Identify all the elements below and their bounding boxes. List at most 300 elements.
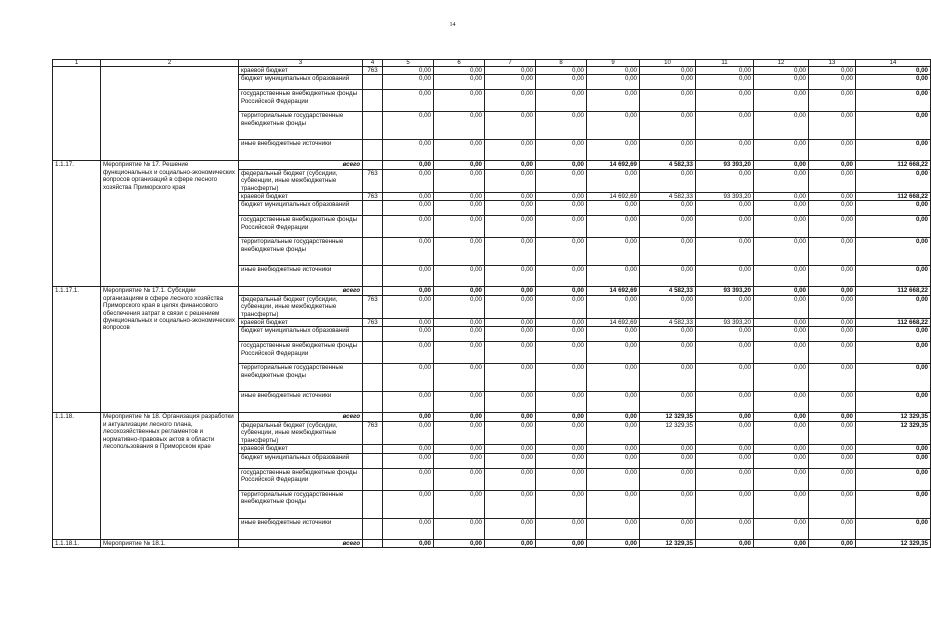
value-cell-col-8: 0,00 [536,490,587,518]
value-cell-col-13: 0,00 [809,193,856,201]
value-cell-col-7: 0,00 [485,238,536,266]
value-cell-col-5: 0,00 [383,169,434,192]
value-cell-col-14: 0,00 [856,445,931,453]
value-cell-col-13: 0,00 [809,201,856,216]
value-cell-col-5: 0,00 [383,238,434,266]
value-cell-col-11: 0,00 [696,295,754,318]
measure-title: Мероприятие № 18.1. [101,539,239,547]
value-cell-col-11: 0,00 [696,453,754,468]
value-cell-col-7: 0,00 [485,75,536,90]
value-cell-col-14: 0,00 [856,112,931,140]
value-cell-col-9: 0,00 [587,413,640,421]
value-cell-col-12: 0,00 [754,327,809,342]
value-cell-col-7: 0,00 [485,161,536,169]
value-cell-col-12: 0,00 [754,421,809,444]
value-cell-col-10: 0,00 [640,216,696,238]
value-cell-col-8: 0,00 [536,238,587,266]
value-cell-col-6: 0,00 [434,75,485,90]
value-cell-col-5: 0,00 [383,161,434,169]
value-cell-col-6: 0,00 [434,90,485,112]
value-cell-col-14: 0,00 [856,468,931,490]
measure-title: Мероприятие № 18. Организация разработки и актуализации лесного плана, лесохозяйственных регламентов и нормативно-правовых актов в области лесопользования в Приморском крае [101,413,239,539]
value-cell-col-9: 0,00 [587,216,640,238]
value-cell-col-12: 0,00 [754,238,809,266]
funding-source-label: государственные внебюджетные фонды Российской Федерации [239,216,363,238]
value-cell-col-5: 0,00 [383,112,434,140]
value-cell-col-8: 0,00 [536,468,587,490]
column-number-1: 1 [53,60,101,67]
kbk-code [363,445,383,453]
funding-source-label: краевой бюджет [239,445,363,453]
value-cell-col-11: 0,00 [696,342,754,364]
column-number-8: 8 [536,60,587,67]
funding-source-label: всего [239,287,363,295]
value-cell-col-6: 0,00 [434,295,485,318]
budget-table [52,59,931,548]
value-cell-col-10: 0,00 [640,75,696,90]
value-cell-col-5: 0,00 [383,421,434,444]
value-cell-col-6: 0,00 [434,169,485,192]
value-cell-col-7: 0,00 [485,327,536,342]
value-cell-col-8: 0,00 [536,193,587,201]
value-cell-col-11: 0,00 [696,468,754,490]
column-number-12: 12 [754,60,809,67]
value-cell-col-7: 0,00 [485,287,536,295]
funding-source-label: государственные внебюджетные фонды Российской Федерации [239,90,363,112]
value-cell-col-11: 93 393,20 [696,287,754,295]
kbk-code: 763 [363,421,383,444]
value-cell-col-7: 0,00 [485,90,536,112]
column-number-2: 2 [101,60,239,67]
value-cell-col-7: 0,00 [485,413,536,421]
value-cell-col-9: 0,00 [587,295,640,318]
value-cell-col-5: 0,00 [383,468,434,490]
value-cell-col-12: 0,00 [754,539,809,547]
value-cell-col-13: 0,00 [809,112,856,140]
value-cell-col-13: 0,00 [809,140,856,161]
value-cell-col-8: 0,00 [536,453,587,468]
value-cell-col-8: 0,00 [536,161,587,169]
value-cell-col-7: 0,00 [485,216,536,238]
value-cell-col-13: 0,00 [809,238,856,266]
funding-source-label: всего [239,413,363,421]
table-row [53,161,931,169]
value-cell-col-6: 0,00 [434,421,485,444]
value-cell-col-5: 0,00 [383,518,434,539]
value-cell-col-10: 0,00 [640,295,696,318]
value-cell-col-8: 0,00 [536,295,587,318]
measure-code: 1.1.17.1. [53,287,101,413]
value-cell-col-12: 0,00 [754,169,809,192]
value-cell-col-13: 0,00 [809,413,856,421]
value-cell-col-7: 0,00 [485,518,536,539]
value-cell-col-11: 0,00 [696,413,754,421]
value-cell-col-6: 0,00 [434,319,485,327]
value-cell-col-12: 0,00 [754,216,809,238]
funding-source-label: иные внебюджетные источники [239,140,363,161]
value-cell-col-7: 0,00 [485,67,536,75]
value-cell-col-12: 0,00 [754,445,809,453]
funding-source-label: территориальные государственные внебюджетные фонды [239,112,363,140]
column-number-14: 14 [856,60,931,67]
value-cell-col-8: 0,00 [536,413,587,421]
value-cell-col-9: 0,00 [587,140,640,161]
value-cell-col-5: 0,00 [383,413,434,421]
value-cell-col-9: 0,00 [587,112,640,140]
value-cell-col-12: 0,00 [754,161,809,169]
value-cell-col-5: 0,00 [383,392,434,413]
value-cell-col-8: 0,00 [536,518,587,539]
funding-source-label: федеральный бюджет (субсидии, субвенции, иные межбюджетные трансферты) [239,295,363,318]
value-cell-col-5: 0,00 [383,364,434,392]
value-cell-col-12: 0,00 [754,392,809,413]
value-cell-col-11: 0,00 [696,490,754,518]
value-cell-col-7: 0,00 [485,295,536,318]
value-cell-col-12: 0,00 [754,266,809,287]
value-cell-col-14: 0,00 [856,453,931,468]
value-cell-col-8: 0,00 [536,342,587,364]
kbk-code: 763 [363,319,383,327]
value-cell-col-6: 0,00 [434,112,485,140]
funding-source-label: иные внебюджетные источники [239,266,363,287]
value-cell-col-5: 0,00 [383,67,434,75]
value-cell-col-13: 0,00 [809,392,856,413]
column-number-4: 4 [363,60,383,67]
value-cell-col-13: 0,00 [809,90,856,112]
value-cell-col-7: 0,00 [485,453,536,468]
value-cell-col-5: 0,00 [383,201,434,216]
value-cell-col-8: 0,00 [536,327,587,342]
value-cell-col-5: 0,00 [383,295,434,318]
measure-title [101,67,239,161]
funding-source-label: краевой бюджет [239,67,363,75]
value-cell-col-14: 0,00 [856,169,931,192]
column-number-3: 3 [239,60,363,67]
value-cell-col-11: 0,00 [696,201,754,216]
value-cell-col-6: 0,00 [434,490,485,518]
value-cell-col-10: 0,00 [640,169,696,192]
value-cell-col-10: 0,00 [640,518,696,539]
kbk-code [363,327,383,342]
value-cell-col-13: 0,00 [809,67,856,75]
value-cell-col-8: 0,00 [536,364,587,392]
kbk-code [363,490,383,518]
value-cell-col-5: 0,00 [383,319,434,327]
value-cell-col-10: 0,00 [640,364,696,392]
value-cell-col-8: 0,00 [536,201,587,216]
value-cell-col-10: 0,00 [640,327,696,342]
value-cell-col-14: 0,00 [856,490,931,518]
value-cell-col-6: 0,00 [434,201,485,216]
value-cell-col-5: 0,00 [383,193,434,201]
value-cell-col-9: 0,00 [587,169,640,192]
value-cell-col-8: 0,00 [536,445,587,453]
value-cell-col-10: 0,00 [640,112,696,140]
measure-title: Мероприятие № 17.1. Субсидии организациям в сфере лесного хозяйства Приморского края в целях финансового обеспечения затрат в связи с решением функциональных и социально-экономических вопросов [101,287,239,413]
funding-source-label: государственные внебюджетные фонды Российской Федерации [239,468,363,490]
column-number-13: 13 [809,60,856,67]
kbk-code [363,90,383,112]
value-cell-col-10: 12 329,35 [640,413,696,421]
value-cell-col-6: 0,00 [434,392,485,413]
kbk-code [363,392,383,413]
value-cell-col-13: 0,00 [809,490,856,518]
measure-title: Мероприятие № 17. Решение функциональных и социально-экономических вопросов организаций в сфере лесного хозяйства Приморского края [101,161,239,287]
value-cell-col-6: 0,00 [434,266,485,287]
measure-code [53,67,101,161]
value-cell-col-5: 0,00 [383,342,434,364]
funding-source-label: территориальные государственные внебюджетные фонды [239,238,363,266]
value-cell-col-9: 0,00 [587,342,640,364]
value-cell-col-8: 0,00 [536,90,587,112]
value-cell-col-9: 14 692,69 [587,287,640,295]
value-cell-col-13: 0,00 [809,539,856,547]
value-cell-col-5: 0,00 [383,90,434,112]
value-cell-col-9: 0,00 [587,421,640,444]
value-cell-col-9: 0,00 [587,468,640,490]
value-cell-col-9: 14 692,69 [587,193,640,201]
value-cell-col-10: 4 582,33 [640,287,696,295]
value-cell-col-6: 0,00 [434,518,485,539]
kbk-code [363,266,383,287]
value-cell-col-9: 0,00 [587,364,640,392]
value-cell-col-11: 0,00 [696,112,754,140]
value-cell-col-14: 0,00 [856,364,931,392]
value-cell-col-6: 0,00 [434,216,485,238]
value-cell-col-5: 0,00 [383,140,434,161]
value-cell-col-11: 0,00 [696,445,754,453]
kbk-code: 763 [363,67,383,75]
value-cell-col-7: 0,00 [485,112,536,140]
table-row [53,67,931,75]
value-cell-col-6: 0,00 [434,445,485,453]
value-cell-col-9: 0,00 [587,539,640,547]
value-cell-col-8: 0,00 [536,67,587,75]
value-cell-col-12: 0,00 [754,75,809,90]
value-cell-col-8: 0,00 [536,169,587,192]
value-cell-col-11: 0,00 [696,75,754,90]
value-cell-col-10: 0,00 [640,445,696,453]
value-cell-col-12: 0,00 [754,342,809,364]
value-cell-col-11: 0,00 [696,216,754,238]
value-cell-col-9: 0,00 [587,392,640,413]
value-cell-col-5: 0,00 [383,216,434,238]
value-cell-col-9: 0,00 [587,518,640,539]
value-cell-col-7: 0,00 [485,201,536,216]
value-cell-col-10: 0,00 [640,140,696,161]
funding-source-label: краевой бюджет [239,319,363,327]
value-cell-col-13: 0,00 [809,421,856,444]
kbk-code [363,75,383,90]
value-cell-col-6: 0,00 [434,364,485,392]
value-cell-col-10: 0,00 [640,490,696,518]
value-cell-col-13: 0,00 [809,287,856,295]
value-cell-col-12: 0,00 [754,295,809,318]
kbk-code [363,539,383,547]
value-cell-col-6: 0,00 [434,287,485,295]
value-cell-col-11: 0,00 [696,421,754,444]
funding-source-label: иные внебюджетные источники [239,518,363,539]
value-cell-col-12: 0,00 [754,490,809,518]
kbk-code [363,468,383,490]
column-number-11: 11 [696,60,754,67]
value-cell-col-10: 0,00 [640,266,696,287]
value-cell-col-8: 0,00 [536,112,587,140]
value-cell-col-6: 0,00 [434,140,485,161]
value-cell-col-11: 0,00 [696,392,754,413]
value-cell-col-12: 0,00 [754,364,809,392]
funding-source-label: бюджет муниципальных образований [239,453,363,468]
value-cell-col-9: 0,00 [587,266,640,287]
value-cell-col-7: 0,00 [485,169,536,192]
value-cell-col-6: 0,00 [434,193,485,201]
kbk-code [363,238,383,266]
value-cell-col-12: 0,00 [754,453,809,468]
value-cell-col-14: 0,00 [856,266,931,287]
funding-source-label: бюджет муниципальных образований [239,201,363,216]
kbk-code [363,413,383,421]
table-row [53,539,931,547]
value-cell-col-6: 0,00 [434,468,485,490]
value-cell-col-7: 0,00 [485,266,536,287]
value-cell-col-14: 0,00 [856,201,931,216]
value-cell-col-7: 0,00 [485,445,536,453]
column-number-9: 9 [587,60,640,67]
value-cell-col-12: 0,00 [754,413,809,421]
value-cell-col-7: 0,00 [485,140,536,161]
value-cell-col-12: 0,00 [754,518,809,539]
value-cell-col-10: 0,00 [640,67,696,75]
funding-source-label: бюджет муниципальных образований [239,75,363,90]
budget-table-body [53,60,931,548]
value-cell-col-8: 0,00 [536,319,587,327]
value-cell-col-7: 0,00 [485,468,536,490]
value-cell-col-12: 0,00 [754,319,809,327]
value-cell-col-13: 0,00 [809,327,856,342]
measure-code: 1.1.18. [53,413,101,539]
page-number: 14 [449,22,456,28]
column-number-row [53,60,931,67]
value-cell-col-14: 0,00 [856,518,931,539]
value-cell-col-10: 0,00 [640,392,696,413]
value-cell-col-13: 0,00 [809,266,856,287]
column-number-6: 6 [434,60,485,67]
value-cell-col-6: 0,00 [434,413,485,421]
value-cell-col-14: 12 329,35 [856,539,931,547]
value-cell-col-13: 0,00 [809,161,856,169]
value-cell-col-14: 0,00 [856,238,931,266]
value-cell-col-12: 0,00 [754,90,809,112]
kbk-code [363,518,383,539]
value-cell-col-13: 0,00 [809,169,856,192]
value-cell-col-9: 0,00 [587,238,640,266]
value-cell-col-10: 12 329,35 [640,539,696,547]
funding-source-label: всего [239,539,363,547]
value-cell-col-13: 0,00 [809,319,856,327]
value-cell-col-6: 0,00 [434,453,485,468]
value-cell-col-14: 0,00 [856,295,931,318]
column-number-7: 7 [485,60,536,67]
funding-source-label: краевой бюджет [239,193,363,201]
value-cell-col-13: 0,00 [809,468,856,490]
value-cell-col-14: 112 668,22 [856,287,931,295]
value-cell-col-12: 0,00 [754,287,809,295]
value-cell-col-14: 112 668,22 [856,319,931,327]
value-cell-col-11: 0,00 [696,169,754,192]
value-cell-col-8: 0,00 [536,421,587,444]
value-cell-col-6: 0,00 [434,342,485,364]
value-cell-col-9: 0,00 [587,327,640,342]
kbk-code [363,364,383,392]
value-cell-col-13: 0,00 [809,295,856,318]
value-cell-col-14: 0,00 [856,342,931,364]
value-cell-col-7: 0,00 [485,364,536,392]
column-number-10: 10 [640,60,696,67]
value-cell-col-9: 0,00 [587,90,640,112]
value-cell-col-5: 0,00 [383,266,434,287]
value-cell-col-10: 12 329,35 [640,421,696,444]
value-cell-col-9: 0,00 [587,67,640,75]
value-cell-col-10: 0,00 [640,453,696,468]
value-cell-col-8: 0,00 [536,75,587,90]
value-cell-col-6: 0,00 [434,327,485,342]
value-cell-col-12: 0,00 [754,112,809,140]
kbk-code [363,342,383,364]
measure-code: 1.1.18.1. [53,539,101,547]
value-cell-col-9: 0,00 [587,453,640,468]
value-cell-col-13: 0,00 [809,445,856,453]
value-cell-col-10: 0,00 [640,342,696,364]
value-cell-col-5: 0,00 [383,490,434,518]
value-cell-col-10: 4 582,33 [640,161,696,169]
kbk-code [363,140,383,161]
kbk-code [363,216,383,238]
value-cell-col-11: 0,00 [696,238,754,266]
value-cell-col-7: 0,00 [485,490,536,518]
column-number-5: 5 [383,60,434,67]
value-cell-col-13: 0,00 [809,364,856,392]
value-cell-col-12: 0,00 [754,468,809,490]
value-cell-col-12: 0,00 [754,140,809,161]
value-cell-col-14: 12 329,35 [856,413,931,421]
value-cell-col-6: 0,00 [434,238,485,266]
value-cell-col-10: 0,00 [640,201,696,216]
value-cell-col-9: 0,00 [587,75,640,90]
value-cell-col-14: 0,00 [856,327,931,342]
funding-source-label: территориальные государственные внебюджетные фонды [239,490,363,518]
funding-source-label: федеральный бюджет (субсидии, субвенции, иные межбюджетные трансферты) [239,169,363,192]
value-cell-col-7: 0,00 [485,319,536,327]
value-cell-col-8: 0,00 [536,287,587,295]
value-cell-col-5: 0,00 [383,445,434,453]
value-cell-col-5: 0,00 [383,327,434,342]
value-cell-col-8: 0,00 [536,392,587,413]
value-cell-col-11: 0,00 [696,518,754,539]
kbk-code [363,287,383,295]
value-cell-col-14: 112 668,22 [856,193,931,201]
value-cell-col-10: 0,00 [640,468,696,490]
kbk-code [363,201,383,216]
value-cell-col-14: 0,00 [856,67,931,75]
table-row [53,287,931,295]
value-cell-col-13: 0,00 [809,453,856,468]
value-cell-col-14: 0,00 [856,392,931,413]
kbk-code: 763 [363,193,383,201]
kbk-code [363,161,383,169]
value-cell-col-14: 12 329,35 [856,421,931,444]
value-cell-col-8: 0,00 [536,266,587,287]
funding-source-label: территориальные государственные внебюджетные фонды [239,364,363,392]
